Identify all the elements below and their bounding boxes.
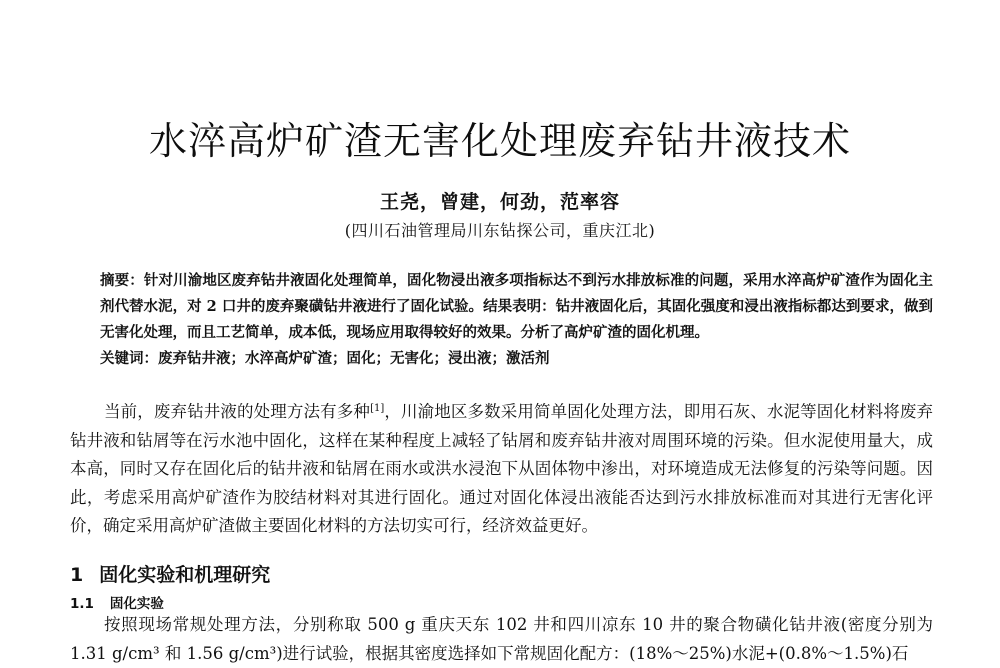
abstract-text: 针对川渝地区废弃钻井液固化处理简单，固化物浸出液多项指标达不到污水排放标准的问题，采用水淬高炉矿渣作为固化主剂代替水泥，对 2 口井的废弃聚磺钻井液进行了固化试验。结果表明：钻井液固化后，其固化强度和浸出液指标都达到要求，做到无害化处理，而且工艺简单，成本低，现场应用取得较好的效果。分析了高炉矿渣的固化机理。 [100, 272, 934, 341]
section-number: 1 [70, 564, 84, 586]
citation-ref: [1] [370, 403, 385, 414]
keywords-text: 废弃钻井液；水淬高炉矿渣；固化；无害化；浸出液；激活剂 [158, 350, 550, 367]
author-affiliation: (四川石油管理局川东钻探公司，重庆江北) [344, 221, 656, 240]
subsection-title: 固化实验 [109, 596, 164, 612]
section-heading-1 [70, 560, 270, 587]
intro-text-start: 当前，废弃钻井液的处理方法有多种 [104, 402, 371, 421]
keywords [100, 346, 933, 372]
subsection-number: 1.1 [70, 596, 94, 612]
intro-paragraph [70, 398, 933, 541]
keywords-label: 关键词： [100, 350, 158, 367]
intro-text-rest: ，川渝地区多数采用简单固化处理方法，即用石灰、水泥等固化材料将废弃钻井液和钻屑等在污水池中固化，这样在某种程度上减轻了钻屑和废弃钻井液对周围环境的污染。但水泥使用量大，成本高，同时又存在固化后的钻井液和钻屑在雨水或洪水浸泡下从固体物中渗出，对环境造成无法修复的污染等问题。因此，考虑采用高炉矿渣作为胶结材料对其进行固化。通过对固化体浸出液能否达到污水排放标准而对其进行无害化评价，确定采用高炉矿渣做主要固化材料的方法切实可行，经济效益更好。 [70, 402, 934, 536]
subsection-heading-1-1 [70, 592, 164, 612]
paper-title: 水淬高炉矿渣无害化处理废弃钻井液技术 [148, 119, 851, 163]
abstract-label: 摘要： [100, 272, 144, 289]
experiment-paragraph: 按照现场常规处理方法，分别称取 500 g 重庆天东 102 井和四川凉东 10 井的聚合物磺化钻井液(密度分别为 1.31 g/cm³ 和 1.56 g/cm³)进行试验，根据其密度选择如下常规固化配方：(18%～25%)水泥+(0.8%～1.5%)石 [70, 615, 933, 663]
section-title: 固化实验和机理研究 [99, 564, 271, 586]
author-list: 王尧，曾建，何劲，范率容 [379, 191, 620, 213]
abstract [100, 268, 933, 346]
